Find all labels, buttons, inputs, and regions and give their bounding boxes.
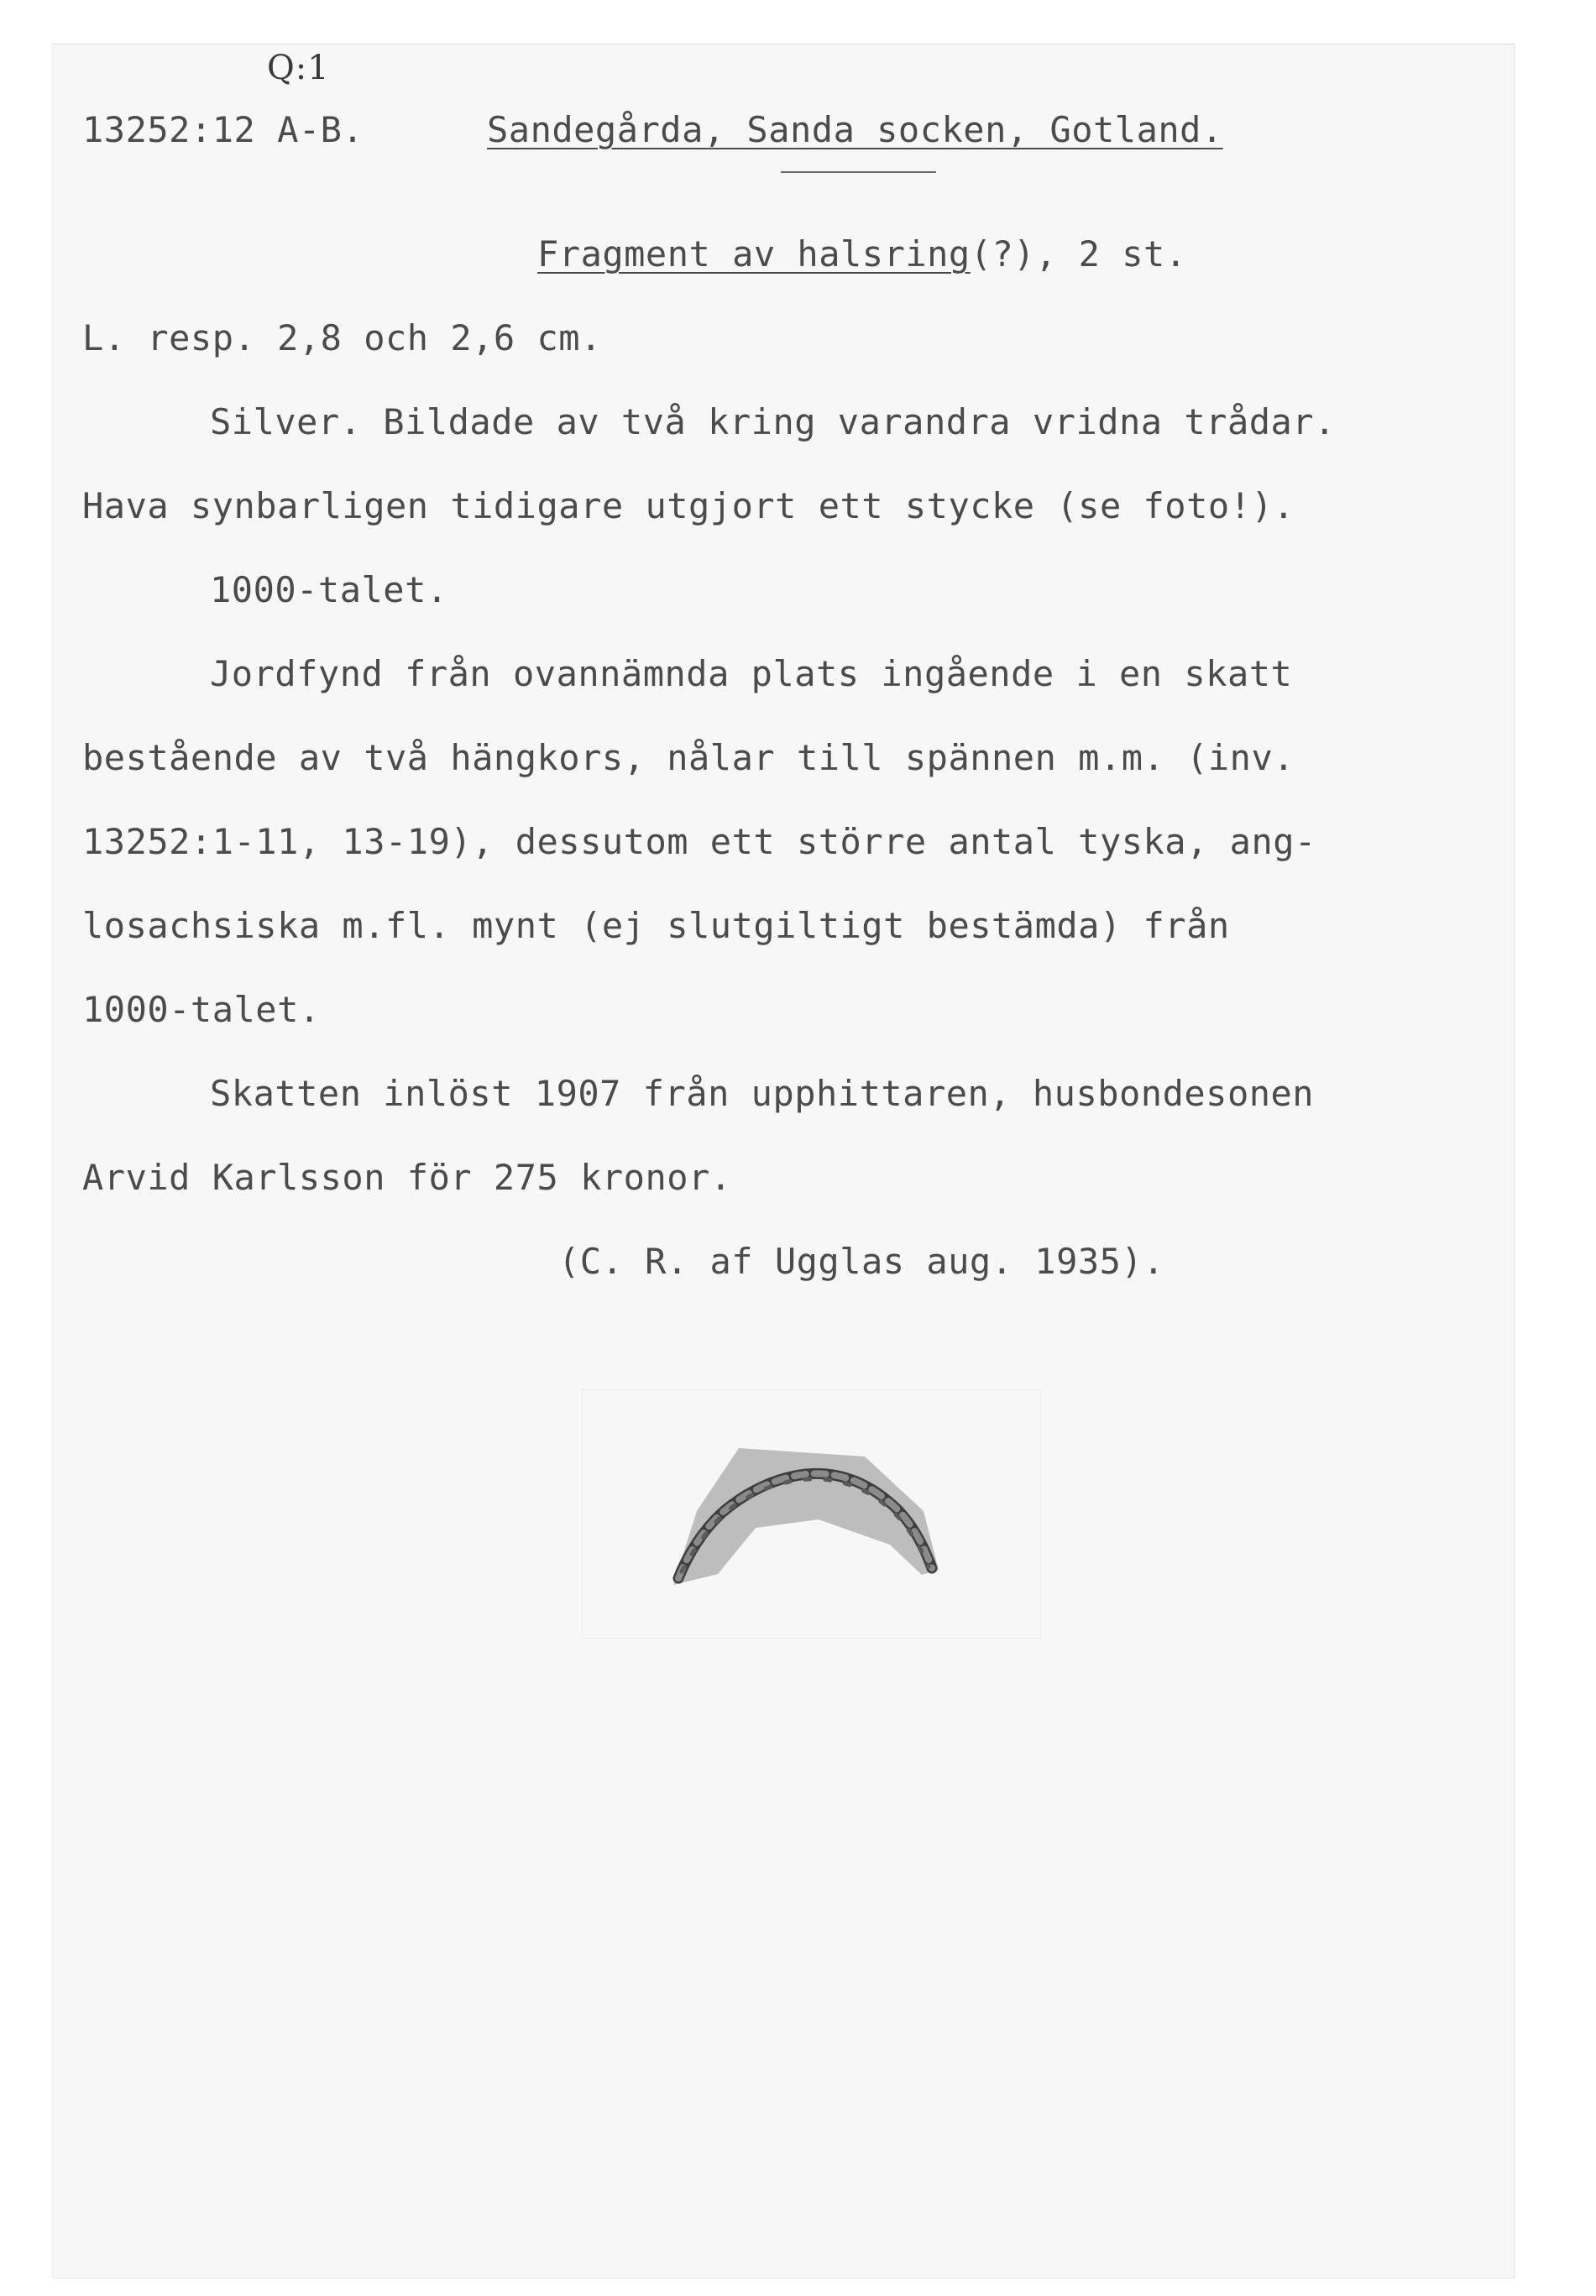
object-name: Fragment av halsring <box>537 233 971 275</box>
neck-ring-fragment-photo <box>638 1419 991 1612</box>
dimensions-line: L. resp. 2,8 och 2,6 cm. <box>82 317 602 358</box>
description-line-2: Hava synbarligen tidigare utgjort ett stycke (se foto!). <box>82 485 1295 526</box>
location-underline-mark <box>781 171 936 173</box>
object-count: (?), 2 st. <box>970 233 1187 275</box>
description-line-1: Silver. Bildade av två kring varandra vridna trådar. <box>210 401 1336 442</box>
find-location: Sandegårda, Sanda socken, Gotland. <box>487 109 1223 150</box>
find-context-line-2: bestående av två hängkors, nålar till spännen m.m. (inv. <box>82 737 1295 778</box>
acquisition-line-2: Arvid Karlsson för 275 kronor. <box>82 1157 732 1198</box>
object-title <box>537 233 1187 275</box>
inventory-number: 13252:12 A-B. <box>82 109 364 150</box>
handwritten-mark: Q:1 <box>267 49 330 87</box>
find-context-line-1: Jordfynd från ovannämnda plats ingående i en skatt <box>210 653 1293 694</box>
find-context-line-3: 13252:1-11, 13-19), dessutom ett större antal tyska, ang- <box>82 821 1316 862</box>
find-context-line-4: losachsiska m.fl. mynt (ej slutgiltigt bestämda) från <box>82 905 1230 946</box>
author-signature-line: (C. R. af Ugglas aug. 1935). <box>558 1241 1165 1282</box>
dating-line: 1000-talet. <box>210 569 448 610</box>
find-context-line-5: 1000-talet. <box>82 989 321 1030</box>
acquisition-line-1: Skatten inlöst 1907 från upphittaren, husbondesonen <box>210 1073 1315 1114</box>
